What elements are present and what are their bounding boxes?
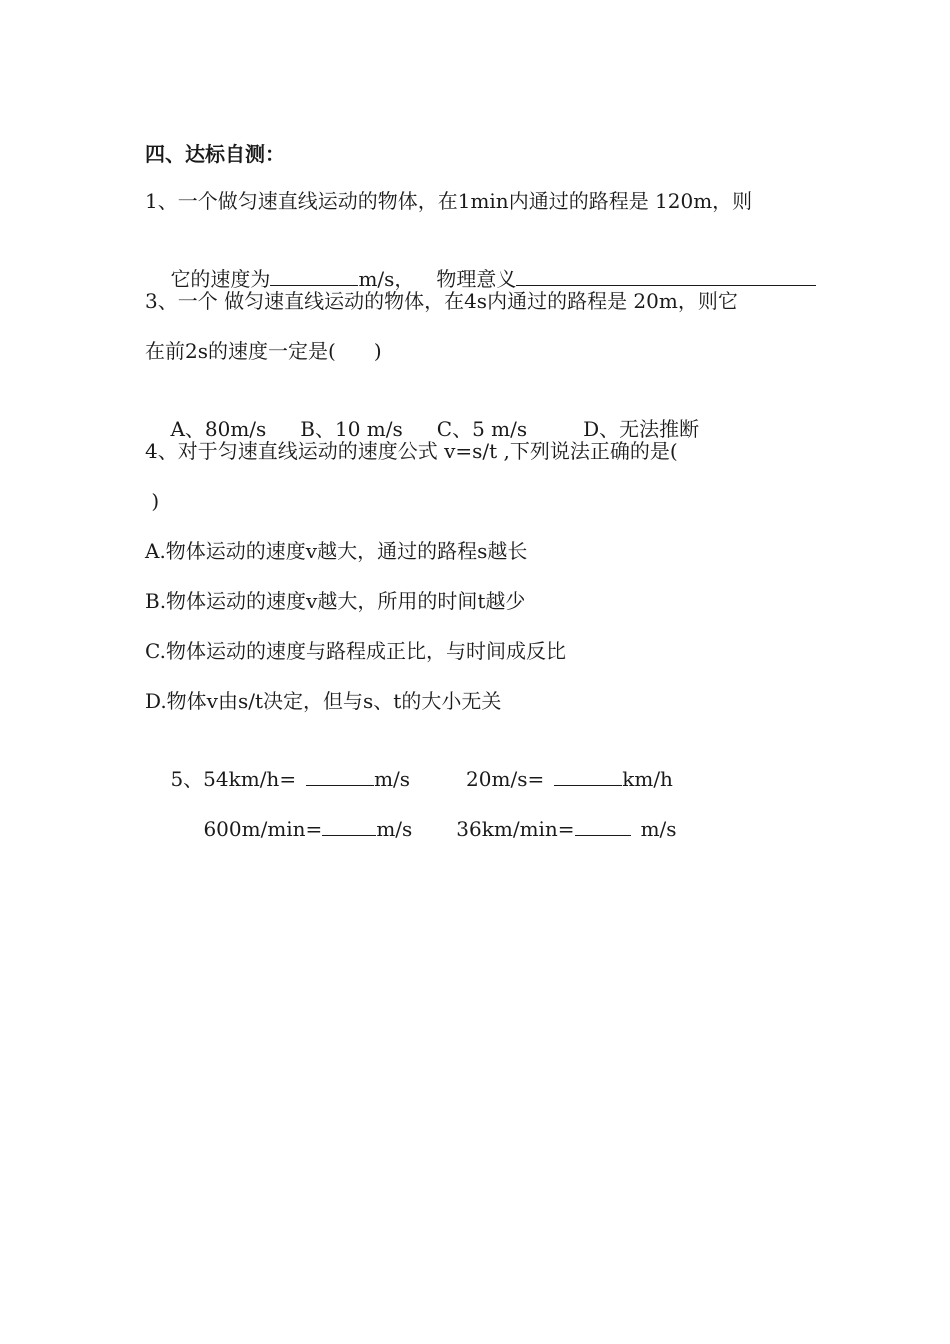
q5-a-unit: m/s bbox=[374, 767, 411, 791]
q4-option-b: B.物体运动的速度v越大，所用的时间t越少 bbox=[145, 589, 526, 613]
q4-option-d: D.物体v由s/t决定，但与s、t的大小无关 bbox=[145, 689, 502, 713]
q3-option-a: A、80m/s bbox=[170, 417, 267, 441]
q5-d-blank[interactable] bbox=[575, 815, 631, 836]
q4-line2: ) bbox=[145, 489, 160, 513]
q5-line2 bbox=[178, 787, 677, 871]
q4-option-c: C.物体运动的速度与路程成正比，与时间成反比 bbox=[145, 639, 566, 663]
q5-c-unit: m/s bbox=[376, 817, 413, 841]
q3-line2: 在前2s的速度一定是( ) bbox=[145, 339, 382, 363]
q5-b-blank[interactable] bbox=[554, 765, 622, 786]
q5-d-prefix: 36km/min= bbox=[456, 817, 575, 841]
q1-meaning-blank[interactable] bbox=[516, 265, 816, 286]
q5-a-blank[interactable] bbox=[306, 765, 374, 786]
q1-meaning-label: 物理意义 bbox=[436, 267, 517, 291]
q5-a-prefix: 5、54km/h= bbox=[170, 767, 297, 791]
q5-b-unit: km/h bbox=[622, 767, 673, 791]
q1-prefix: 它的速度为 bbox=[170, 267, 271, 291]
q3-option-c: C、5 m/s bbox=[436, 417, 528, 441]
q1-speed-blank[interactable] bbox=[270, 265, 358, 286]
q5-b-prefix: 20m/s= bbox=[466, 767, 545, 791]
q4-line1: 4、对于匀速直线运动的速度公式 v=s/t ,下列说法正确的是( bbox=[145, 439, 678, 463]
q5-c-prefix: 600m/min= bbox=[203, 817, 323, 841]
q3-line1: 3、一个 做匀速直线运动的物体，在4s内通过的路程是 20m，则它 bbox=[145, 289, 738, 313]
q3-option-d: D、无法推断 bbox=[583, 417, 700, 441]
q3-option-b: B、10 m/s bbox=[300, 417, 403, 441]
q1-unit: m/s， bbox=[358, 267, 415, 291]
q5-c-blank[interactable] bbox=[322, 815, 376, 836]
q4-option-a: A.物体运动的速度v越大，通过的路程s越长 bbox=[145, 539, 528, 563]
q1-line1: 1、一个做匀速直线运动的物体，在1min内通过的路程是 120m，则 bbox=[145, 189, 753, 213]
q5-d-unit: m/s bbox=[640, 817, 677, 841]
section-title: 四、达标自测： bbox=[145, 142, 285, 166]
